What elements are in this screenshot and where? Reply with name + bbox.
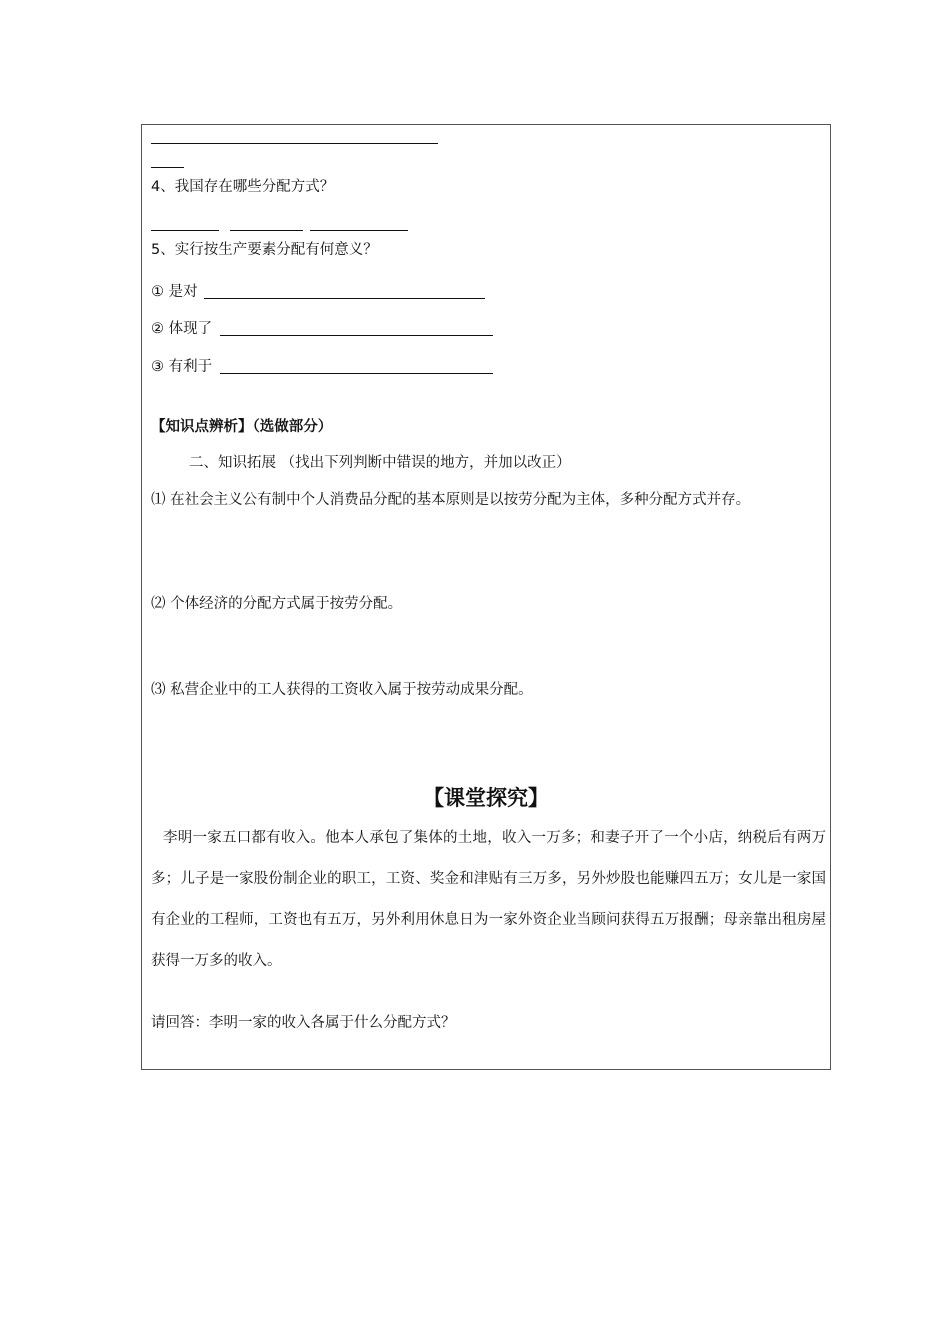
answer-blank bbox=[220, 373, 493, 374]
answer-blank bbox=[151, 167, 184, 168]
judgment-3: ⑶ 私营企业中的工人获得的工资收入属于按劳动成果分配。 bbox=[151, 682, 533, 698]
worksheet-frame bbox=[141, 124, 831, 1070]
q5-item-3: ③ 有利于 bbox=[151, 359, 213, 375]
judgment-2: ⑵ 个体经济的分配方式属于按劳分配。 bbox=[151, 596, 403, 612]
answer-blank bbox=[204, 298, 485, 299]
inquiry-question: 请回答：李明一家的收入各属于什么分配方式？ bbox=[151, 1015, 456, 1031]
judgment-1: ⑴ 在社会主义公有制中个人消费品分配的基本原则是以按劳分配为主体，多种分配方式并存。 bbox=[151, 492, 751, 508]
answer-blank bbox=[310, 230, 408, 231]
inquiry-text: 李明一家五口都有收入。他本人承包了集体的土地，收入一万多；和妻子开了一个小店，纳税后有两万多；儿子是一家股份制企业的职工，工资、奖金和津贴有三万多，另外炒股也能赚四五万；女儿是一家国有企业的工程师，工资也有五万，另外利用休息日为一家外资企业当顾问获得五万报酬；母亲靠出租房屋获得一万多的收入。 bbox=[151, 830, 826, 969]
question-4: 4、我国存在哪些分配方式？ bbox=[151, 179, 335, 195]
question-5: 5、实行按生产要素分配有何意义？ bbox=[151, 242, 378, 258]
analysis-heading: 【知识点辨析】（选做部分） bbox=[151, 419, 333, 435]
answer-blank bbox=[151, 143, 438, 144]
expand-intro: 二、知识拓展 （找出下列判断中错误的地方，并加以改正） bbox=[189, 455, 571, 471]
answer-blank bbox=[230, 230, 303, 231]
q5-item-1: ① 是对 bbox=[151, 284, 198, 300]
answer-blank bbox=[151, 230, 219, 231]
inquiry-title: 【课堂探究】 bbox=[423, 786, 549, 810]
answer-blank bbox=[220, 335, 493, 336]
q5-item-2: ② 体现了 bbox=[151, 321, 213, 337]
